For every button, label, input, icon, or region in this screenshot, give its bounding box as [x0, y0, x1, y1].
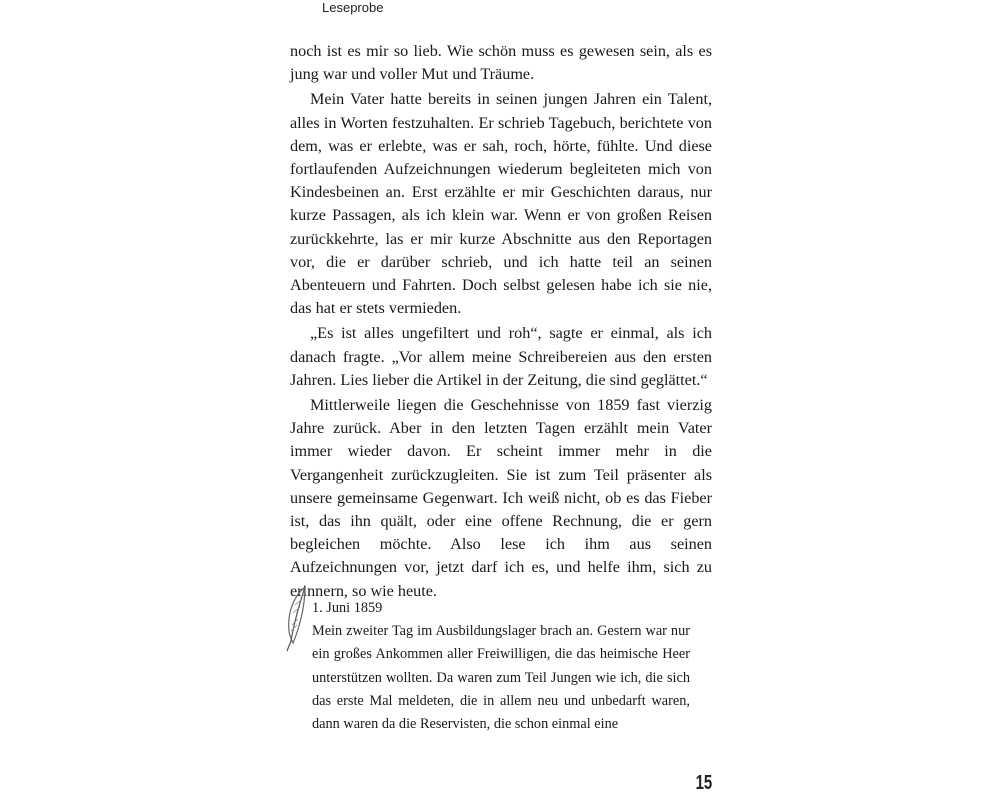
diary-entry [312, 597, 690, 736]
paragraph-1: noch ist es mir so lieb. Wie schön muss es gewesen sein, als es jung war und voller Mut und Träume. [290, 42, 712, 84]
quill-feather-icon [283, 585, 309, 653]
paragraph-4: Mittlerweile liegen die Geschehnisse von 1859 fast vierzig Jahre zurück. Aber in den letzten Tagen erzählt mein Vater immer wieder davon. Er scheint immer mehr in die Vergangenheit zurückzugleiten. Sie ist zum Teil präsenter als unsere gemeinsame Gegenwart. Ich weiß nicht, ob es das Fieber ist, das ihn quält, oder eine offene Rechnung, die er gern begleichen möchte. Also lese ich ihm aus seinen Aufzeichnungen vor, jetzt darf ich es, und helfe ihm, sich zu erinnern, so wie heute. [290, 396, 712, 600]
main-text [290, 40, 712, 603]
diary-text: Mein zweiter Tag im Ausbildungslager brach an. Gestern war nur ein großes Ankommen aller Freiwilligen, die das heimische Heer unterstützen wollten. Da waren zum Teil Jungen wie ich, die sich das erste Mal meldeten, die in allem neu und unbedarft waren, dann waren da die Reservisten, die schon einmal eine [312, 623, 690, 733]
page-number: 15 [695, 772, 712, 794]
paragraph-3: „Es ist alles ungefiltert und roh“, sagte er einmal, als ich danach fragte. „Vor allem meine Schreibereien aus den ersten Jahren. Lies lieber die Artikel in der Zeitung, die sind geglättet.“ [290, 324, 712, 389]
running-header: Leseprobe [322, 0, 384, 15]
diary-date: 1. Juni 1859 [312, 600, 383, 616]
paragraph-2: Mein Vater hatte bereits in seinen jungen Jahren ein Talent, alles in Worten festzuhalten. Er schrieb Tagebuch, berichtete von dem, was er erlebte, was er sah, roch, hörte, fühlte. Und diese fortlaufenden Aufzeichnungen wiederum begleiteten mich von Kindesbeinen an. Erst erzählte er mir Geschichten daraus, nur kurze Passagen, als ich klein war. Wenn er von großen Reisen zurückkehrte, las er mir kurze Abschnitte aus den Reportagen vor, die er darüber schrieb, und ich hatte teil an seinen Abenteuern und Fahrten. Doch selbst gelesen habe ich sie nie, das hat er stets vermieden. [290, 90, 712, 318]
